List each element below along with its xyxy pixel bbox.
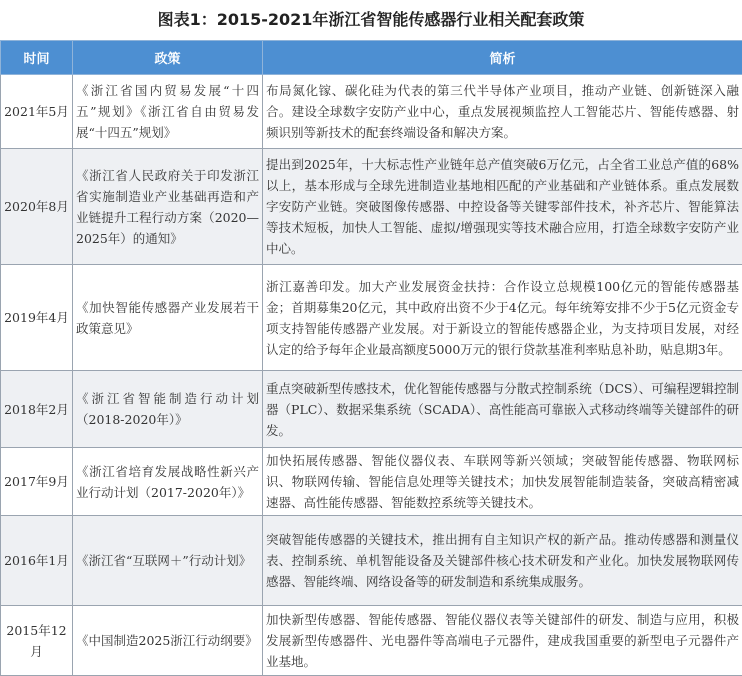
row-summary: 突破智能传感器的关键技术，推出拥有自主知识产权的新产品。推动传感器和测量仪表、控制系统、单机智能设备及关键部件核心技术研发和产业化。加快发展物联网传感器、智能终端、网络设备等的研发制造和系统集成服务。 (263, 516, 742, 606)
row-policy: 《加快智能传感器产业发展若干政策意见》 (73, 265, 263, 371)
row-time: 2020年8月 (1, 149, 73, 265)
row-time: 2021年5月 (1, 75, 73, 149)
row-summary: 加快拓展传感器、智能仪器仪表、车联网等新兴领域；突破智能传感器、物联网标识、物联网传输、智能信息处理等关键技术；加快发展智能制造装备，突破高精密减速器、高性能传感器、智能数控系统等关键技术。 (263, 448, 742, 516)
row-policy: 《浙江省智能制造行动计划（2018-2020年）》 (73, 371, 263, 448)
row-summary: 提出到2025年，十大标志性产业链年总产值突破6万亿元，占全省工业总产值的68%以上，基本形成与全球先进制造业基地相匹配的产业基础和产业链体系。重点发展数字安防产业链。突破图像传感器、中控设备等关键零部件技术，补齐芯片、智能算法等技术短板，加快人工智能、虚拟/增强现实等技术融合应用，打造全球数字安防产业中心。 (263, 149, 742, 265)
row-policy: 《浙江省国内贸易发展“十四五”规划》《浙江省自由贸易发展“十四五”规划》 (73, 75, 263, 149)
table-title: 图表1：2015-2021年浙江省智能传感器行业相关配套政策 (0, 0, 742, 40)
table-row (1, 149, 742, 265)
row-time: 2019年4月 (1, 265, 73, 371)
row-policy: 《浙江省人民政府关于印发浙江省实施制造业产业基础再造和产业链提升工程行动方案（2020—2025年）的通知》 (73, 149, 263, 265)
table-row (1, 448, 742, 516)
table-row (1, 606, 742, 676)
row-summary: 浙江嘉善印发。加大产业发展资金扶持：合作设立总规模100亿元的智能传感器基金；首期募集20亿元，其中政府出资不少于4亿元。每年统筹安排不少于5亿元资金专项支持智能传感器产业发展。对于新设立的智能传感器企业，为支持项目发展，对经认定的给予每年企业最高额度5000万元的银行贷款基准利率贴息补助，贴息期3年。 (263, 265, 742, 371)
row-time: 2016年1月 (1, 516, 73, 606)
table-row (1, 516, 742, 606)
row-summary: 布局氮化镓、碳化硅为代表的第三代半导体产业项目，推动产业链、创新链深入融合。建设全球数字安防产业中心，重点发展视频监控人工智能芯片、智能传感器、射频识别等新技术的配套终端设备和解决方案。 (263, 75, 742, 149)
row-policy: 《浙江省培育发展战略性新兴产业行动计划（2017-2020年）》 (73, 448, 263, 516)
row-time: 2018年2月 (1, 371, 73, 448)
row-summary: 重点突破新型传感技术，优化智能传感器与分散式控制系统（DCS）、可编程逻辑控制器（PLC）、数据采集系统（SCADA）、高性能高可靠嵌入式移动终端等关键部件的研发。 (263, 371, 742, 448)
header-summary: 简析 (263, 41, 742, 75)
header-time: 时间 (1, 41, 73, 75)
table-row (1, 265, 742, 371)
table-header-row (1, 41, 742, 75)
policy-table (0, 40, 742, 676)
header-policy: 政策 (73, 41, 263, 75)
table-row (1, 371, 742, 448)
row-time: 2017年9月 (1, 448, 73, 516)
table-row (1, 75, 742, 149)
row-policy: 《浙江省“互联网＋”行动计划》 (73, 516, 263, 606)
row-time: 2015年12月 (1, 606, 73, 676)
row-policy: 《中国制造2025浙江行动纲要》 (73, 606, 263, 676)
row-summary: 加快新型传感器、智能传感器、智能仪器仪表等关键部件的研发、制造与应用，积极发展新型传感器件、光电器件等高端电子元器件，建成我国重要的新型电子元器件产业基地。 (263, 606, 742, 676)
